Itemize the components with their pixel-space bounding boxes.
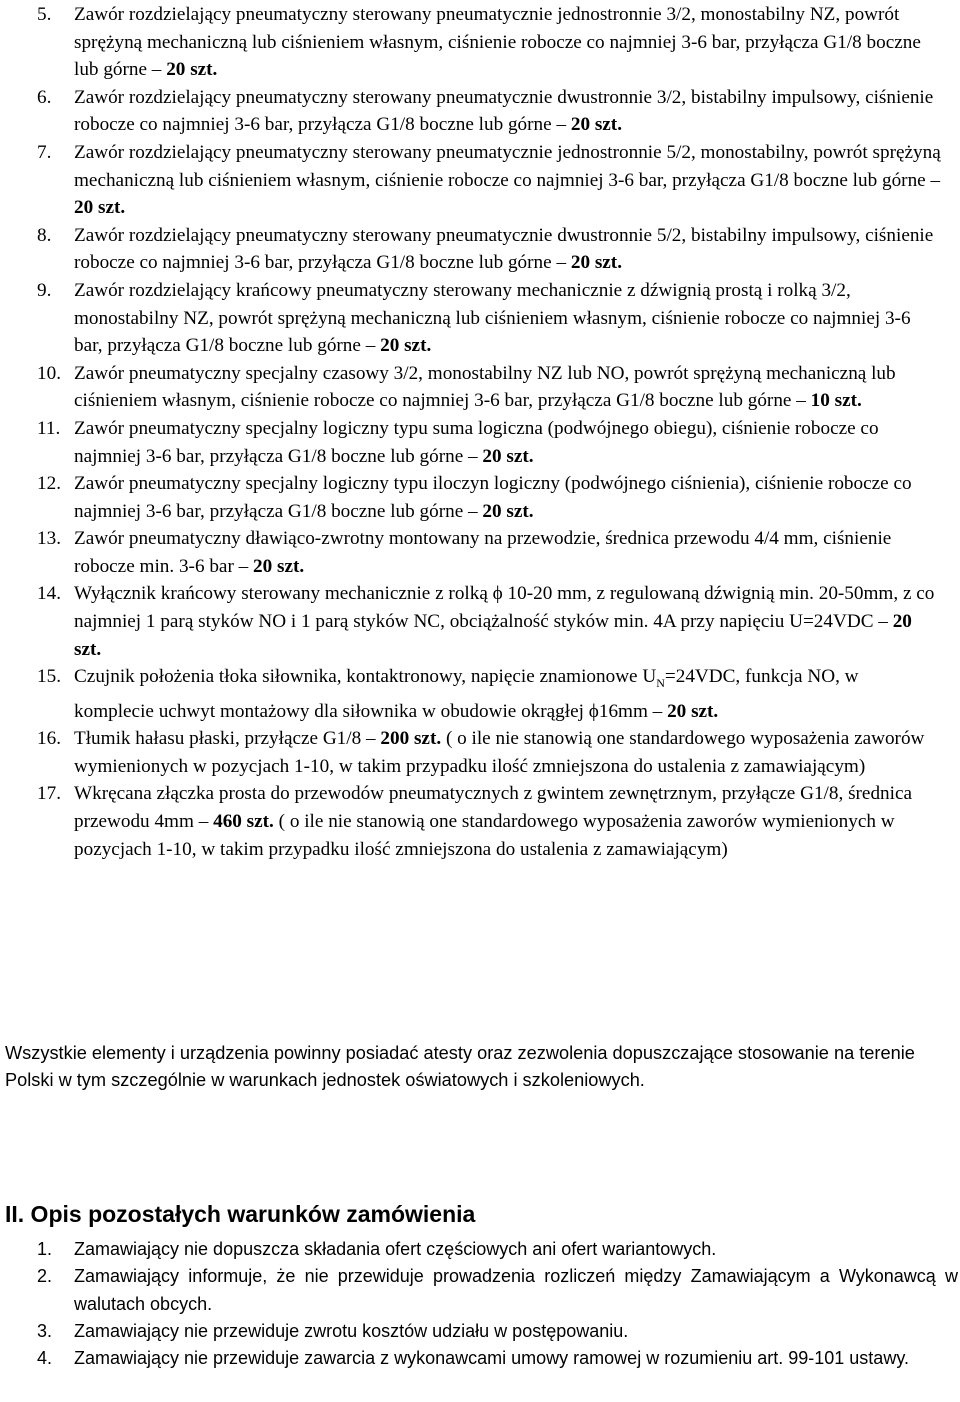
- item-number: 13.: [37, 528, 61, 550]
- equipment-list: [0, 1, 960, 863]
- list-item: [0, 360, 960, 415]
- condition-number: 3.: [37, 1320, 53, 1341]
- item-quantity: 20 szt.: [482, 500, 534, 522]
- condition-number: 4.: [37, 1348, 53, 1369]
- condition-item: [0, 1345, 960, 1372]
- condition-text: Zamawiający nie dopuszcza składania ofert częściowych ani ofert wariantowych.: [74, 1239, 717, 1259]
- item-quantity: 20 szt.: [570, 252, 622, 274]
- list-item: [0, 139, 960, 222]
- section-heading: II. Opis pozostałych warunków zamówienia: [5, 1201, 476, 1227]
- condition-item: [0, 1318, 960, 1345]
- item-note: ( o ile nie stanowią one standardowego wyposażenia zaworów wymienionych w pozycjach 1-10, w takim przypadku ilość zmniejszona do ustalenia z zamawiającym): [74, 811, 895, 860]
- item-text: Zawór rozdzielający pneumatyczny sterowany pneumatycznie jednostronnie 3/2, monostabilny NZ, powrót sprężyną mechaniczną lub ciśnieniem własnym, ciśnienie robocze co najmniej 3-6 bar, przyłącza G1/8 boczne lub górne –: [74, 4, 921, 81]
- condition-item: [0, 1263, 960, 1318]
- list-item: [0, 1, 960, 84]
- item-text: Zawór pneumatyczny specjalny czasowy 3/2, monostabilny NZ lub NO, powrót sprężyną mechaniczną lub ciśnieniem własnym, ciśnienie robocze co najmniej 3-6 bar, przyłącza G1/8 boczne lub górne –: [74, 362, 896, 412]
- condition-text: Zamawiający nie przewiduje zawarcia z wykonawcami umowy ramowej w rozumieniu art. 99-101 ustawy.: [74, 1348, 909, 1369]
- item-number: 17.: [37, 783, 61, 805]
- list-item: [0, 277, 960, 360]
- item-text: Zawór rozdzielający krańcowy pneumatyczny sterowany mechanicznie z dźwignią prostą i rolką 3/2, monostabilny NZ, powrót sprężyną mechaniczną lub ciśnieniem własnym, ciśnienie robocze co najmniej 3-6 bar, przyłącza G1/8 boczne lub górne –: [74, 279, 911, 357]
- list-item: [0, 470, 960, 525]
- item-quantity: 20 szt.: [482, 445, 534, 467]
- item-quantity: 20 szt.: [667, 700, 719, 722]
- item-text: Zawór pneumatyczny dławiąco-zwrotny montowany na przewodzie, średnica przewodu 4/4 mm, ciśnienie robocze min. 3-6 bar –: [74, 528, 892, 577]
- list-item: [0, 580, 960, 663]
- item-quantity: 200 szt.: [380, 728, 442, 750]
- list-item: [0, 780, 960, 863]
- list-item: [0, 222, 960, 277]
- closing-paragraph: Wszystkie elementy i urządzenia powinny posiadać atesty oraz zezwolenia dopuszczające stosowanie na terenie Polski w tym szczególnie w warunkach jednostek oświatowych i szkoleniowych.: [5, 1043, 915, 1091]
- item-quantity: 20 szt.: [74, 611, 912, 660]
- list-item: [0, 663, 960, 725]
- condition-text: Zamawiający informuje, że nie przewiduje prowadzenia rozliczeń między Zamawiającym a Wykonawcą w walutach obcych.: [74, 1266, 958, 1314]
- item-quantity: 20 szt.: [166, 59, 218, 81]
- item-text: Zawór rozdzielający pneumatyczny sterowany pneumatycznie dwustronnie 5/2, bistabilny impulsowy, ciśnienie robocze co najmniej 3-6 bar, przyłącza G1/8 boczne lub górne –: [74, 224, 934, 274]
- item-quantity: 20 szt.: [380, 335, 432, 357]
- item-subscript: N: [656, 676, 665, 691]
- item-text-continued: =24VDC, funkcja NO, w komplecie uchwyt montażowy dla siłownika w obudowie okrągłej ϕ16mm –: [74, 666, 859, 722]
- item-text: Czujnik położenia tłoka siłownika, kontaktronowy, napięcie znamionowe U: [74, 666, 657, 688]
- item-quantity: 20 szt.: [74, 197, 126, 219]
- list-item: [0, 415, 960, 470]
- item-number: 16.: [37, 728, 61, 750]
- condition-number: 2.: [37, 1266, 53, 1287]
- item-number: 15.: [37, 666, 61, 688]
- item-quantity: 10 szt.: [810, 390, 862, 412]
- list-item: [0, 525, 960, 580]
- item-number: 14.: [37, 583, 61, 605]
- conditions-list: [0, 1236, 960, 1372]
- item-text: Tłumik hałasu płaski, przyłącze G1/8 –: [74, 728, 381, 750]
- item-number: 10.: [37, 362, 61, 384]
- item-quantity: 20 szt.: [570, 114, 622, 136]
- item-number: 8.: [37, 224, 52, 246]
- item-text: Zawór pneumatyczny specjalny logiczny typu iloczyn logiczny (podwójnego ciśnienia), ciśnienie robocze co najmniej 3-6 bar, przyłącza G1/8 boczne lub górne –: [74, 473, 912, 522]
- item-quantity: 20 szt.: [253, 555, 305, 577]
- item-text: Zawór pneumatyczny specjalny logiczny typu suma logiczna (podwójnego obiegu), ciśnienie robocze co najmniej 3-6 bar, przyłącza G1/8 boczne lub górne –: [74, 417, 879, 467]
- condition-item: [0, 1236, 960, 1263]
- condition-number: 1.: [37, 1239, 53, 1259]
- list-item: [0, 84, 960, 139]
- item-number: 7.: [37, 141, 52, 163]
- item-number: 9.: [37, 279, 52, 301]
- item-quantity: 460 szt.: [213, 811, 274, 833]
- item-number: 12.: [37, 473, 61, 495]
- list-item: [0, 725, 960, 780]
- item-text: Zawór rozdzielający pneumatyczny sterowany pneumatycznie jednostronnie 5/2, monostabilny, powrót sprężyną mechaniczną lub ciśnieniem własnym, ciśnienie robocze co najmniej 3-6 bar, przyłącza G1/8 boczne lub górne –: [74, 141, 941, 191]
- item-note: ( o ile nie stanowią one standardowego wyposażenia zaworów wymienionych w pozycjach 1-10, w takim przypadku ilość zmniejszona do ustalenia z zamawiającym): [74, 728, 925, 777]
- condition-text: Zamawiający nie przewiduje zwrotu kosztów udziału w postępowaniu.: [74, 1320, 629, 1341]
- item-number: 6.: [37, 86, 52, 108]
- item-text: Zawór rozdzielający pneumatyczny sterowany pneumatycznie dwustronnie 3/2, bistabilny impulsowy, ciśnienie robocze co najmniej 3-6 bar, przyłącza G1/8 boczne lub górne –: [74, 86, 934, 136]
- item-text: Wyłącznik krańcowy sterowany mechanicznie z rolką ϕ 10-20 mm, z regulowaną dźwignią min. 20-50mm, z co najmniej 1 parą styków NO i 1 parą styków NC, obciążalność styków min. 4A przy napięciu U=24VDC –: [74, 583, 935, 633]
- item-number: 5.: [37, 4, 52, 25]
- item-number: 11.: [37, 417, 61, 439]
- item-text: Wkręcana złączka prosta do przewodów pneumatycznych z gwintem zewnętrznym, przyłącze G1/8, średnica przewodu 4mm –: [74, 783, 913, 833]
